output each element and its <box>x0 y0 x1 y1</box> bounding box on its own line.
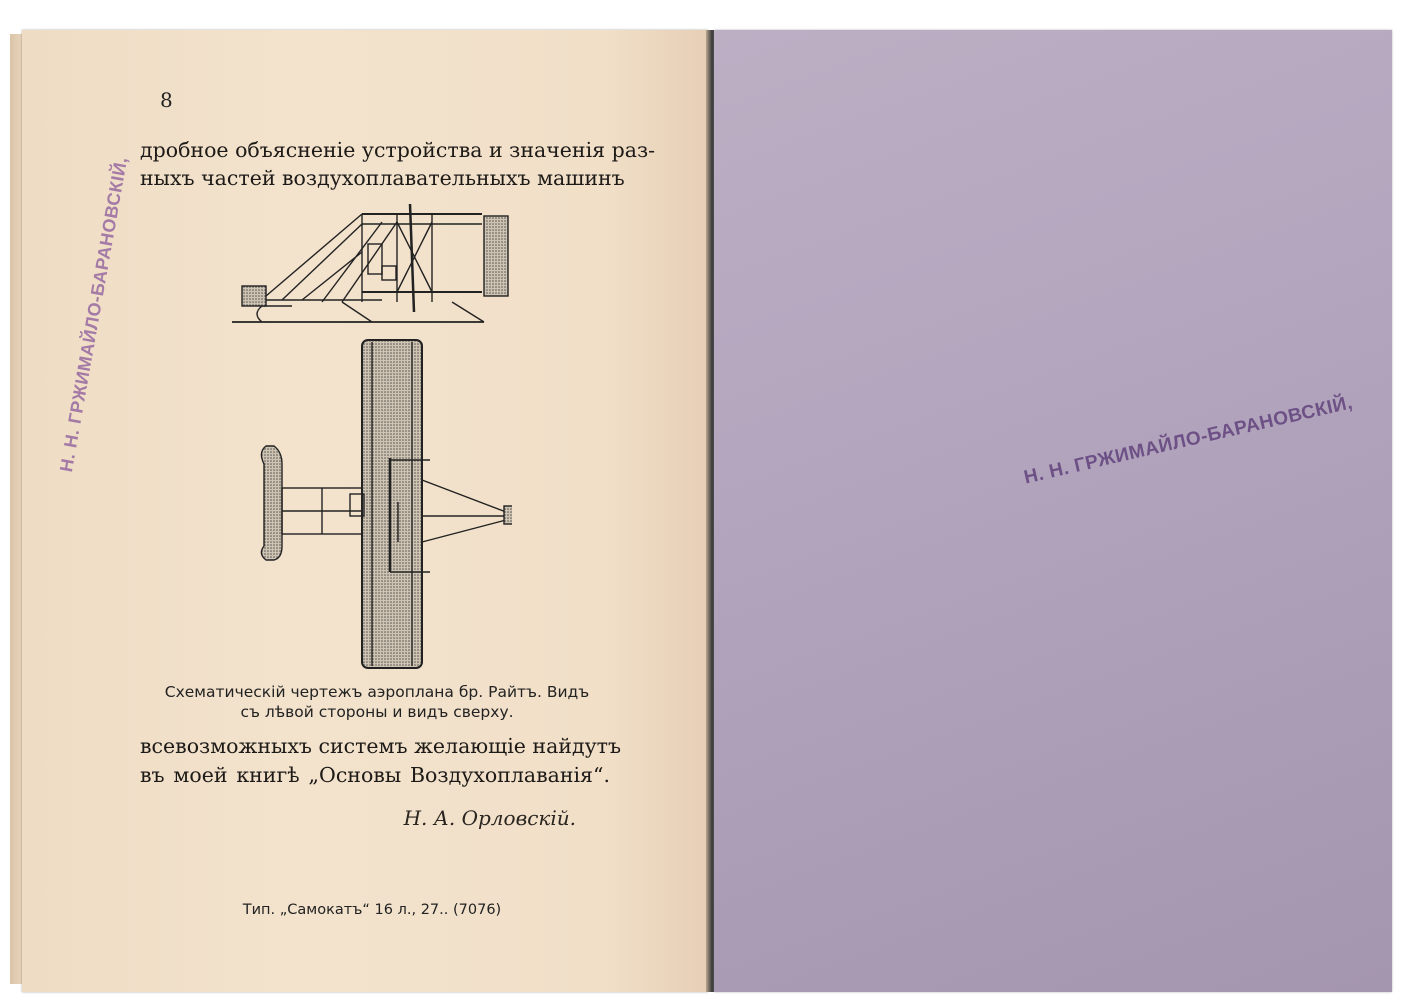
wright-airplane-drawing <box>222 202 512 672</box>
body-text-line: дробное объясненіе устройства и значенія раз- <box>140 138 656 162</box>
body-text-line: всевозможныхъ системъ желающіе найдутъ <box>140 734 622 758</box>
page-number: 8 <box>160 88 173 112</box>
printer-imprint: Тип. „Самокатъ“ 16 л., 27.. (7076) <box>242 902 502 918</box>
top-view <box>261 340 512 668</box>
owner-stamp: Н. Н. ГРЖИМАЙЛО-БАРАНОВСКІЙ, <box>56 155 132 474</box>
right-page <box>714 30 1392 992</box>
caption-line: съ лѣвой стороны и видъ сверху. <box>240 703 514 721</box>
caption-line: Схематическій чертежъ аэроплана бр. Райтъ. Видъ <box>164 683 590 701</box>
body-text-line: ныхъ частей воздухоплавательныхъ машинъ <box>140 166 625 190</box>
owner-stamp: Н. Н. ГРЖИМАЙЛО-БАРАНОВСКІЙ, <box>1022 392 1355 489</box>
side-view <box>232 204 508 322</box>
body-text-line: въ моей книгѣ „Основы Воздухоплаванія“. <box>140 763 610 787</box>
author-signature: Н. А. Орловскій. <box>403 806 576 830</box>
figure-caption <box>152 682 602 722</box>
